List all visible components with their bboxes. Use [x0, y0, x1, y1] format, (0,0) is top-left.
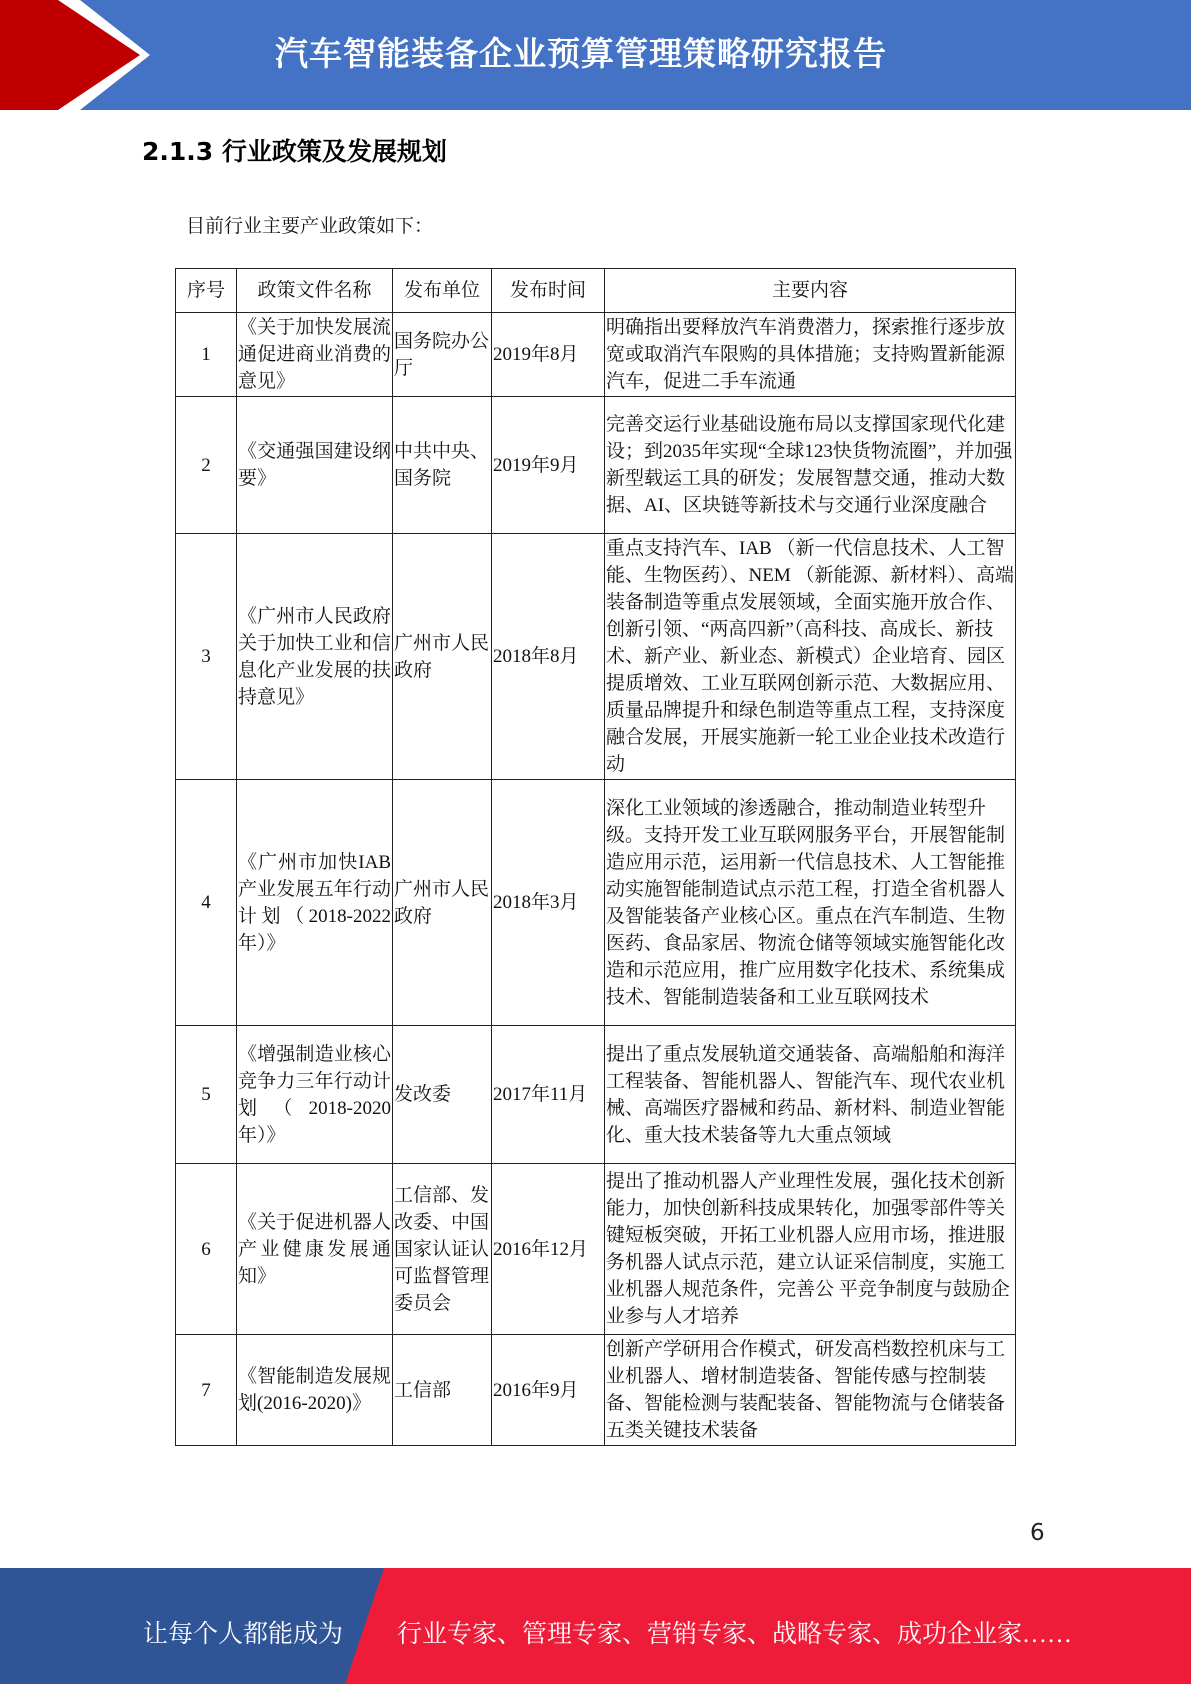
main-content: 重点支持汽车、IAB （新一代信息技术、人工智能、生物医药）、NEM （新能源、新材料）、高端装备制造等重点发展领域，全面实施开放合作、创新引领、“两高四新”（高科技、高成长、新技术、新产业、新业态、新模式）企业培育、园区提质增效、工业互联网创新示范、大数据应用、质量品牌提升和绿色制造等重点工程，支持深度融合发展，开展实施新一轮工业企业技术改造行动	[605, 534, 1016, 780]
issuer: 国务院办公厅	[393, 313, 492, 397]
page-number: 6	[1030, 1520, 1045, 1546]
col-header-date: 发布时间	[492, 269, 605, 313]
row-index: 6	[176, 1164, 237, 1335]
col-header-index: 序号	[176, 269, 237, 313]
issue-date: 2018年3月	[492, 780, 605, 1026]
policy-table	[175, 268, 1016, 1446]
issue-date: 2018年8月	[492, 534, 605, 780]
main-content: 提出了重点发展轨道交通装备、高端船舶和海洋工程装备、智能机器人、智能汽车、现代农业机械、高端医疗器械和药品、新材料、制造业智能化、重大技术装备等九大重点领域	[605, 1026, 1016, 1164]
footer-banner	[0, 1568, 1191, 1684]
table-row	[176, 397, 1016, 534]
policy-name: 《广州市加快IAB产业发展五年行动计划（2018-2022年）》	[237, 780, 393, 1026]
col-header-content: 主要内容	[605, 269, 1016, 313]
row-index: 7	[176, 1335, 237, 1446]
issuer: 工信部	[393, 1335, 492, 1446]
policy-name: 《智能制造发展规划(2016-2020)》	[237, 1335, 393, 1446]
issue-date: 2019年8月	[492, 313, 605, 397]
issue-date: 2019年9月	[492, 397, 605, 534]
main-content: 明确指出要释放汽车消费潜力，探索推行逐步放宽或取消汽车限购的具体措施；支持购置新能源汽车，促进二手车流通	[605, 313, 1016, 397]
footer-slogan-right: 行业专家、管理专家、营销专家、战略专家、成功企业家……	[397, 1621, 1073, 1648]
issue-date: 2016年9月	[492, 1335, 605, 1446]
table-row	[176, 313, 1016, 397]
intro-text: 目前行业主要产业政策如下：	[186, 216, 434, 237]
policy-name: 《交通强国建设纲要》	[237, 397, 393, 534]
table-row	[176, 1335, 1016, 1446]
table-row	[176, 780, 1016, 1026]
row-index: 4	[176, 780, 237, 1026]
row-index: 1	[176, 313, 237, 397]
report-title: 汽车智能装备企业预算管理策略研究报告	[275, 34, 887, 73]
col-header-policy-name: 政策文件名称	[237, 269, 393, 313]
issuer: 中共中央、国务院	[393, 397, 492, 534]
policy-name: 《广州市人民政府关于加快工业和信息化产业发展的扶持意见》	[237, 534, 393, 780]
table-header-row	[176, 269, 1016, 313]
issue-date: 2017年11月	[492, 1026, 605, 1164]
table-row	[176, 534, 1016, 780]
col-header-issuer: 发布单位	[393, 269, 492, 313]
policy-name: 《关于加快发展流通促进商业消费的意见》	[237, 313, 393, 397]
issuer: 发改委	[393, 1026, 492, 1164]
policy-name: 《关于促进机器人产业健康发展通知》	[237, 1164, 393, 1335]
main-content: 深化工业领域的渗透融合，推动制造业转型升级。支持开发工业互联网服务平台，开展智能制造应用示范，运用新一代信息技术、人工智能推动实施智能制造试点示范工程，打造全省机器人及智能装备产业核心区。重点在汽车制造、生物医药、食品家居、物流仓储等领域实施智能化改造和示范应用，推广应用数字化技术、系统集成技术、智能制造装备和工业互联网技术	[605, 780, 1016, 1026]
report-header-bar	[0, 0, 1191, 110]
main-content: 提出了推动机器人产业理性发展，强化技术创新能力，加快创新科技成果转化，加强零部件等关键短板突破，开拓工业机器人应用市场，推进服务机器人试点示范，建立认证采信制度，实施工业机器人规范条件，完善公 平竞争制度与鼓励企业参与人才培养	[605, 1164, 1016, 1335]
issue-date: 2016年12月	[492, 1164, 605, 1335]
table-row	[176, 1164, 1016, 1335]
main-content: 完善交运行业基础设施布局以支撑国家现代化建设；到2035年实现“全球123快货物流圈”，并加强新型载运工具的研发；发展智慧交通，推动大数据、AI、区块链等新技术与交通行业深度融合	[605, 397, 1016, 534]
row-index: 3	[176, 534, 237, 780]
issuer: 广州市人民政府	[393, 780, 492, 1026]
row-index: 5	[176, 1026, 237, 1164]
footer-slogan-left: 让每个人都能成为	[143, 1621, 344, 1648]
main-content: 创新产学研用合作模式，研发高档数控机床与工业机器人、增材制造装备、智能传感与控制装备、智能检测与装配装备、智能物流与仓储装备五类关键技术装备	[605, 1335, 1016, 1446]
policy-name: 《增强制造业核心竞争力三年行动计划（2018-2020年）》	[237, 1026, 393, 1164]
issuer: 广州市人民政府	[393, 534, 492, 780]
issuer: 工信部、发改委、中国国家认证认可监督管理委员会	[393, 1164, 492, 1335]
table-row	[176, 1026, 1016, 1164]
section-heading: 2.1.3 行业政策及发展规划	[142, 137, 447, 166]
row-index: 2	[176, 397, 237, 534]
